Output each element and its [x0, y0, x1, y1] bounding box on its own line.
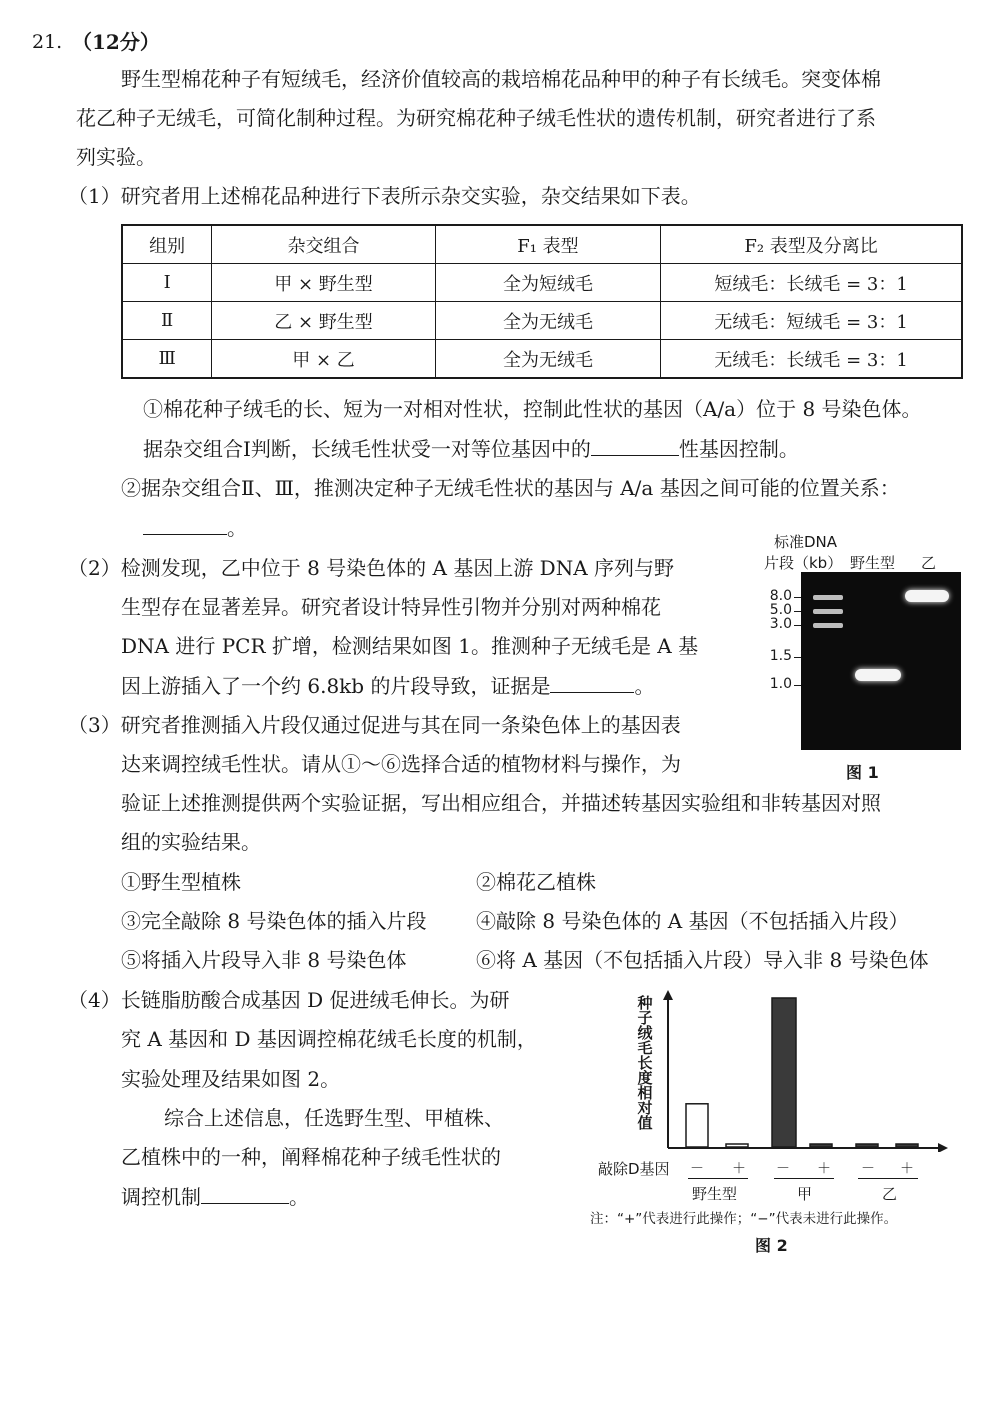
bar-6 [896, 1144, 918, 1147]
question-score: （12分） [72, 30, 160, 54]
fig2-sign: － [861, 1161, 875, 1177]
bar-4 [810, 1144, 832, 1147]
table-cell: 甲 × 乙 [212, 340, 435, 379]
question-number: 21. [32, 31, 63, 53]
option-6: ⑥将 A 基因（不包括插入片段）导入非 8 号染色体 [476, 948, 929, 972]
fig2-xrow-label: 敲除D基因 [598, 1160, 670, 1178]
table-cell: 全为短绒毛 [435, 264, 660, 302]
table-cell: 全为无绒毛 [435, 340, 660, 379]
fig2-group-label: 乙 [882, 1185, 898, 1203]
intro-line-2: 花乙种子无绒毛，可简化制种过程。为研究棉花种子绒毛性状的遗传机制，研究者进行了系 [76, 106, 876, 130]
intro-line-3: 列实验。 [76, 145, 156, 169]
option-4: ④敲除 8 号染色体的 A 基因（不包括插入片段） [476, 909, 909, 933]
marker-label: 8.0 [769, 588, 792, 604]
table-header: 杂交组合 [212, 225, 435, 264]
option-3: ③完全敲除 8 号染色体的插入片段 [121, 909, 427, 933]
group-line [774, 1178, 834, 1179]
gel-image [801, 572, 961, 750]
fig2-sign: ＋ [732, 1161, 746, 1177]
marker-label: 1.5 [769, 648, 792, 664]
part4-line-2: 究 A 基因和 D 基因调控棉花绒毛长度的机制， [121, 1027, 537, 1051]
part1-stem: （1）研究者用上述棉花品种进行下表所示杂交实验，杂交结果如下表。 [68, 184, 701, 208]
bar-1 [686, 1104, 708, 1147]
cross-table [121, 224, 963, 379]
part4-last-post: 。 [289, 1185, 309, 1209]
intro-line-1: 野生型棉花种子有短绒毛，经济价值较高的栽培棉花品种甲的种子有长绒毛。突变体棉 [121, 67, 881, 91]
table-cell: Ⅲ [122, 340, 212, 379]
marker-label: 3.0 [769, 616, 792, 632]
table-row [122, 302, 962, 340]
part2-line-4 [121, 674, 654, 698]
table-header-row [122, 225, 962, 264]
wild-type-band [855, 669, 901, 681]
fig2-note: 注：“+”代表进行此操作；“−”代表未进行此操作。 [590, 1211, 898, 1227]
part4-line-3: 实验处理及结果如图 2。 [121, 1067, 341, 1091]
fig2-group-label: 甲 [797, 1185, 813, 1203]
part3-line-2: 达来调控绒毛性状。请从①～⑥选择合适的植物材料与操作，为 [121, 752, 681, 776]
part2-line-3: DNA 进行 PCR 扩增，检测结果如图 1。推测种子无绒毛是 A 基 [121, 634, 699, 658]
fig2-sign: － [776, 1161, 790, 1177]
y-axis-arrow [663, 990, 673, 1000]
part2-line-2: 生型存在显著差异。研究者设计特异性引物并分别对两种棉花 [121, 595, 661, 619]
answer-blank-2[interactable] [143, 516, 227, 535]
table-cell: 无绒毛：短绒毛 = 3：1 [661, 302, 962, 340]
bar-5 [856, 1144, 878, 1147]
table-cell: 甲 × 野生型 [212, 264, 435, 302]
ladder-band [813, 609, 843, 614]
table-cell: Ⅰ [122, 264, 212, 302]
table-header: F₂ 表型及分离比 [661, 225, 962, 264]
fig1-caption: 图 1 [846, 763, 879, 782]
table-cell: Ⅱ [122, 302, 212, 340]
table-cell: 短绒毛：长绒毛 = 3：1 [661, 264, 962, 302]
marker-label: 1.0 [769, 676, 792, 692]
ladder-band [813, 623, 843, 628]
fig1-header-line2: 片段（kb） [764, 554, 843, 572]
part1-q1-post: 性基因控制。 [678, 437, 799, 461]
part3-line-1: （3）研究者推测插入片段仅通过促进与其在同一条染色体上的基因表 [68, 713, 681, 737]
option-2: ②棉花乙植株 [476, 870, 596, 894]
table-header: 组别 [122, 225, 212, 264]
part1-q2-end: 。 [227, 516, 247, 540]
part1-q2-line2 [143, 516, 247, 540]
answer-blank-1[interactable] [591, 437, 679, 456]
part2-last-pre: 因上游插入了一个约 6.8kb 的片段导致，证据是 [121, 674, 551, 698]
table-row [122, 264, 962, 302]
fig2-group-label: 野生型 [692, 1185, 738, 1203]
part4-line-5: 乙植株中的一种，阐释棉花种子绒毛性状的 [121, 1145, 501, 1169]
part4-last-pre: 调控机制 [121, 1185, 201, 1209]
option-5: ⑤将插入片段导入非 8 号染色体 [121, 948, 407, 972]
table-cell: 乙 × 野生型 [212, 302, 435, 340]
fig1-header-line1: 标准DNA [774, 533, 838, 551]
x-axis-arrow [938, 1143, 948, 1152]
answer-blank-3[interactable] [550, 674, 634, 693]
table-row [122, 340, 962, 379]
fig1-lane-wild: 野生型 [850, 554, 896, 572]
table-header: F₁ 表型 [435, 225, 660, 264]
ladder-band [813, 595, 843, 600]
bar-3 [772, 998, 796, 1147]
table-cell: 全为无绒毛 [435, 302, 660, 340]
part1-q1-pre: 据杂交组合Ⅰ判断，长绒毛性状受一对等位基因中的 [143, 437, 591, 461]
part3-line-3: 验证上述推测提供两个实验证据，写出相应组合，并描述转基因实验组和非转基因对照 [121, 791, 881, 815]
fig2-chart [660, 988, 950, 1152]
fig1-lane-yi: 乙 [921, 554, 937, 572]
table-cell: 无绒毛：长绒毛 = 3：1 [661, 340, 962, 379]
bar-2 [726, 1144, 748, 1147]
option-1: ①野生型植株 [121, 870, 241, 894]
fig2-ylabel: 种子绒毛长度相对值 [637, 994, 653, 1132]
part1-q1-line1: ①棉花种子绒毛的长、短为一对相对性状，控制此性状的基因（A/a）位于 8 号染色体。 [143, 397, 922, 421]
group-line [858, 1178, 918, 1179]
fig2-sign: ＋ [817, 1161, 831, 1177]
part4-line-6 [121, 1185, 309, 1209]
yi-band [905, 590, 949, 602]
part1-q2-line1: ②据杂交组合Ⅱ、Ⅲ，推测决定种子无绒毛性状的基因与 A/a 基因之间可能的位置关系： [121, 476, 900, 500]
fig2-sign: ＋ [900, 1161, 914, 1177]
part4-line-1: （4）长链脂肪酸合成基因 D 促进绒毛伸长。为研 [68, 988, 510, 1012]
marker-label: 5.0 [769, 602, 792, 618]
group-line [688, 1178, 748, 1179]
part4-line-4: 综合上述信息，任选野生型、甲植株、 [164, 1106, 504, 1130]
part1-q1-line2 [143, 437, 799, 461]
part2-last-post: 。 [634, 674, 655, 698]
part3-line-4: 组的实验结果。 [121, 830, 261, 854]
fig2-sign: － [690, 1161, 704, 1177]
fig2-caption: 图 2 [755, 1236, 788, 1255]
answer-blank-4[interactable] [201, 1185, 289, 1204]
part2-line-1: （2）检测发现，乙中位于 8 号染色体的 A 基因上游 DNA 序列与野 [68, 556, 675, 580]
